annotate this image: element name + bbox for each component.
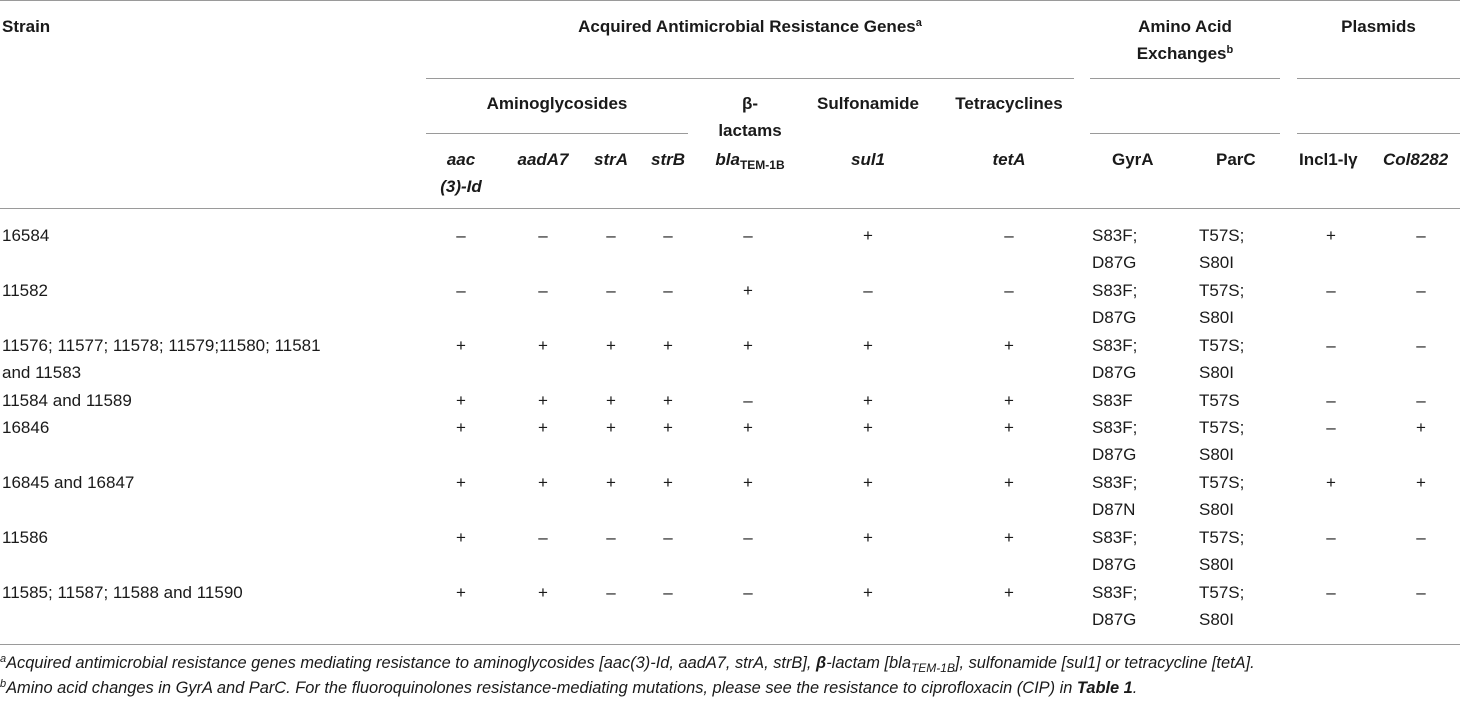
- aadA7-cell: +: [538, 583, 548, 602]
- header-gene-strA: strA: [593, 150, 628, 169]
- aac-cell: +: [456, 583, 466, 602]
- strain-cell: 11586: [2, 528, 49, 547]
- tetA-cell: +: [1004, 473, 1014, 492]
- parC-cell: T57S;: [1199, 473, 1245, 492]
- table-bottom-rule: [0, 644, 1460, 645]
- strB-cell: +: [663, 473, 673, 492]
- parC-cell: S80I: [1199, 363, 1234, 382]
- strB-cell: +: [663, 336, 673, 355]
- sul1-cell: +: [863, 583, 873, 602]
- aminoglycosides-rule: [426, 133, 688, 134]
- parC-cell: T57S;: [1199, 418, 1245, 437]
- strB-cell: –: [663, 226, 673, 245]
- aadA7-cell: –: [538, 226, 548, 245]
- gyrA-cell: S83F;: [1092, 528, 1138, 547]
- header-betalactams-line2: lactams: [718, 121, 782, 140]
- header-gene-tetA: tetA: [992, 150, 1026, 169]
- header-amino-acid-exchanges-line2: Exchanges$^b$: [1136, 44, 1234, 63]
- gyrA-cell: D87G: [1092, 610, 1137, 629]
- incl-cell: +: [1326, 473, 1336, 492]
- parC-cell: T57S;: [1199, 336, 1245, 355]
- aadA7-cell: +: [538, 418, 548, 437]
- sul1-cell: –: [863, 281, 873, 300]
- top-rule: [0, 0, 1460, 1]
- col-cell: –: [1416, 583, 1426, 602]
- strA-cell: –: [606, 281, 616, 300]
- strB-cell: –: [663, 281, 673, 300]
- aac-cell: +: [456, 391, 466, 410]
- gyrA-cell: S83F;: [1092, 583, 1138, 602]
- parC-cell: S80I: [1199, 445, 1234, 464]
- header-amino-acid-exchanges: Amino Acid: [1138, 17, 1232, 36]
- strA-cell: –: [606, 528, 616, 547]
- bla-cell: +: [743, 473, 753, 492]
- sul1-cell: +: [863, 473, 873, 492]
- header-parC: ParC: [1216, 150, 1256, 169]
- aac-cell: –: [456, 226, 466, 245]
- header-strain: Strain: [2, 17, 51, 36]
- incl-cell: –: [1326, 281, 1336, 300]
- col-cell: +: [1416, 418, 1426, 437]
- aadA7-cell: +: [538, 336, 548, 355]
- tetA-cell: +: [1004, 583, 1014, 602]
- strain-cell: 16845 and 16847: [2, 473, 135, 492]
- bla-cell: –: [743, 583, 753, 602]
- parC-cell: T57S;: [1199, 528, 1245, 547]
- header-gene-aadA7: aadA7: [517, 150, 569, 169]
- header-betalactams: β-: [741, 94, 759, 113]
- aac-cell: +: [456, 336, 466, 355]
- parC-cell: S80I: [1199, 308, 1234, 327]
- header-incl: Incl1-Iγ: [1299, 150, 1358, 169]
- col-cell: –: [1416, 226, 1426, 245]
- sul1-cell: +: [863, 336, 873, 355]
- parC-cell: S80I: [1199, 555, 1234, 574]
- strA-cell: –: [606, 226, 616, 245]
- strB-cell: +: [663, 418, 673, 437]
- strain-cell: 11582: [2, 281, 49, 300]
- aadA7-cell: –: [538, 528, 548, 547]
- tetA-cell: –: [1004, 281, 1014, 300]
- header-gene-strB: strB: [650, 150, 685, 169]
- amr-group-rule: [426, 78, 1074, 79]
- parC-cell: S80I: [1199, 610, 1234, 629]
- header-sulfonamide: Sulfonamide: [816, 94, 919, 113]
- parC-cell: S80I: [1199, 253, 1234, 272]
- col-cell: –: [1416, 528, 1426, 547]
- header-gene-bla: bla$_{TEM-1B}$: [715, 150, 785, 172]
- footnote-b: $^b$Amino acid changes in GyrA and ParC. For the fluoroquinolones resistance-mediating mutations, please see the resistance to ciprofloxacin (CIP) in Table 1.: [0, 678, 1138, 697]
- parC-cell: T57S;: [1199, 226, 1245, 245]
- aa-group-rule: [1090, 78, 1280, 79]
- strB-cell: +: [663, 391, 673, 410]
- gyrA-cell: S83F;: [1092, 281, 1138, 300]
- gyrA-cell: D87G: [1092, 555, 1137, 574]
- header-plasmids: Plasmids: [1341, 17, 1416, 36]
- gyrA-cell: S83F;: [1092, 336, 1138, 355]
- sul1-cell: +: [863, 418, 873, 437]
- col-cell: –: [1416, 336, 1426, 355]
- strA-cell: +: [606, 418, 616, 437]
- plasmids-group-rule: [1297, 78, 1460, 79]
- aadA7-cell: +: [538, 473, 548, 492]
- strain-cell: 11585; 11587; 11588 and 11590: [2, 583, 243, 602]
- aac-cell: –: [456, 281, 466, 300]
- gyrA-cell: S83F;: [1092, 226, 1138, 245]
- aadA7-cell: –: [538, 281, 548, 300]
- parC-cell: T57S;: [1199, 281, 1245, 300]
- footnote-a: $^a$Acquired antimicrobial resistance genes mediating resistance to aminoglycosides [aac(3)-Id, aadA7, strA, strB], β-lactam [bla$_{TEM-1B}$], sulfonamide [sul1] or tetracycline [tetA].: [0, 653, 1255, 675]
- bla-cell: +: [743, 281, 753, 300]
- bla-cell: –: [743, 528, 753, 547]
- aadA7-cell: +: [538, 391, 548, 410]
- aac-cell: +: [456, 528, 466, 547]
- header-tetracyclines: Tetracyclines: [955, 94, 1063, 113]
- strain-cell: 16584: [2, 226, 50, 245]
- parC-cell: T57S;: [1199, 583, 1245, 602]
- strA-cell: +: [606, 336, 616, 355]
- header-col: Col8282: [1383, 150, 1449, 169]
- tetA-cell: –: [1004, 226, 1014, 245]
- bla-cell: +: [743, 418, 753, 437]
- header-amr-group: Acquired Antimicrobial Resistance Genes$^a$: [578, 17, 922, 36]
- gyrA-cell: D87G: [1092, 445, 1137, 464]
- tetA-cell: +: [1004, 528, 1014, 547]
- strA-cell: +: [606, 473, 616, 492]
- incl-cell: –: [1326, 583, 1336, 602]
- tetA-cell: +: [1004, 336, 1014, 355]
- sul1-cell: +: [863, 391, 873, 410]
- incl-cell: –: [1326, 418, 1336, 437]
- incl-cell: –: [1326, 528, 1336, 547]
- strB-cell: –: [663, 528, 673, 547]
- gyrA-cell: D87G: [1092, 253, 1137, 272]
- gyrA-cell: S83F: [1092, 391, 1133, 410]
- bla-cell: –: [743, 226, 753, 245]
- strB-cell: –: [663, 583, 673, 602]
- header-gyrA: GyrA: [1112, 150, 1154, 169]
- header-gene-aac-line2: (3)-Id: [440, 177, 482, 196]
- strain-cell: and 11583: [2, 363, 82, 382]
- bla-cell: +: [743, 336, 753, 355]
- incl-cell: –: [1326, 391, 1336, 410]
- gyrA-cell: D87G: [1092, 308, 1137, 327]
- sul1-cell: +: [863, 226, 873, 245]
- aac-cell: +: [456, 473, 466, 492]
- tetA-cell: +: [1004, 418, 1014, 437]
- header-gene-aac: aac: [446, 150, 476, 169]
- gyrA-cell: S83F;: [1092, 418, 1138, 437]
- parC-cell: S80I: [1199, 500, 1234, 519]
- incl-cell: +: [1326, 226, 1336, 245]
- sul1-cell: +: [863, 528, 873, 547]
- table-1-link[interactable]: Table 1: [1076, 679, 1133, 697]
- gyrA-cell: D87N: [1092, 500, 1136, 519]
- gyrA-cell: D87G: [1092, 363, 1137, 382]
- aac-cell: +: [456, 418, 466, 437]
- parC-cell: T57S: [1199, 391, 1240, 410]
- col-cell: –: [1416, 391, 1426, 410]
- header-bottom-rule: [0, 208, 1460, 209]
- strain-cell: 11576; 11577; 11578; 11579;11580; 11581: [2, 336, 321, 355]
- tetA-cell: +: [1004, 391, 1014, 410]
- aa-sub-rule: [1090, 133, 1280, 134]
- incl-cell: –: [1326, 336, 1336, 355]
- header-gene-sul1: sul1: [850, 150, 886, 169]
- header-aminoglycosides: Aminoglycosides: [486, 94, 628, 113]
- strain-cell: 11584 and 11589: [2, 391, 132, 410]
- plasmids-sub-rule: [1297, 133, 1460, 134]
- col-cell: +: [1416, 473, 1426, 492]
- strA-cell: –: [606, 583, 616, 602]
- strain-cell: 16846: [2, 418, 50, 437]
- strA-cell: +: [606, 391, 616, 410]
- col-cell: –: [1416, 281, 1426, 300]
- bla-cell: –: [743, 391, 753, 410]
- gyrA-cell: S83F;: [1092, 473, 1138, 492]
